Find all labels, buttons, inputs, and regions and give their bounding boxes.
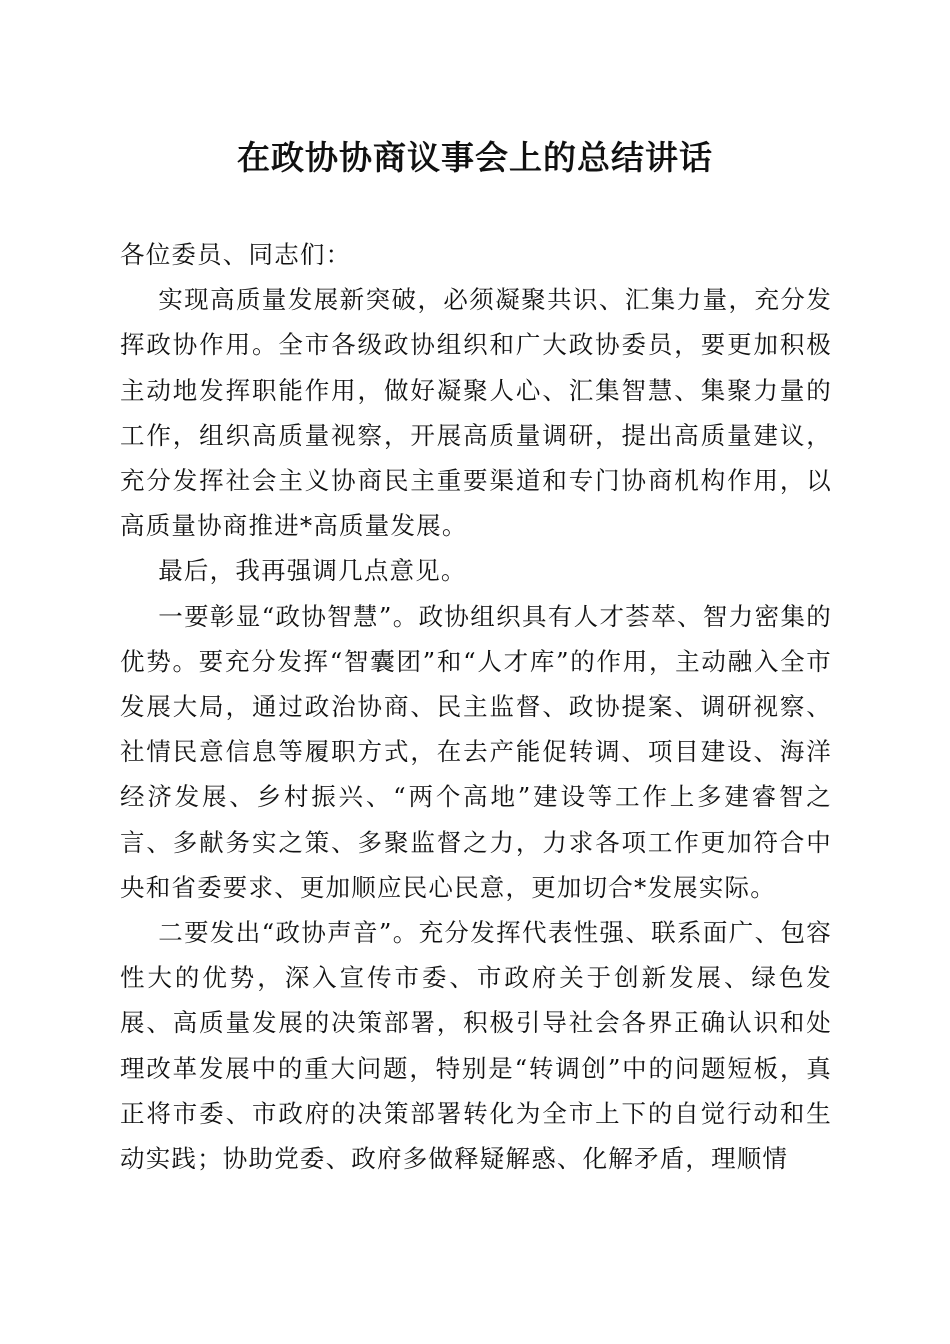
paragraph-4: 二要发出“政协声音”。充分发挥代表性强、联系面广、包容性大的优势，深入宣传市委、市政府关于创新发展、绿色发展、高质量发展的决策部署，积极引导社会各界正确认识和处理改革发展中的重大问题，特别是“转调创”中的问题短板，真正将市委、市政府的决策部署转化为全市上下的自觉行动和生动实践；协助党委、政府多做释疑解惑、化解矛盾，理顺情 — [120, 918, 832, 1174]
paragraph-2: 最后，我再强调几点意见。 — [158, 556, 467, 586]
document-title: 在政协协商议事会上的总结讲话 — [237, 138, 713, 177]
paragraph-1: 实现高质量发展新突破，必须凝聚共识、汇集力量，充分发挥政协作用。全市各级政协组织和广大政协委员，要更加积极主动地发挥职能作用，做好凝聚人心、汇集智慧、集聚力量的工作，组织高质量视察，开展高质量调研，提出高质量建议，充分发挥社会主义协商民主重要渠道和专门协商机构作用，以高质量协商推进*高质量发展。 — [120, 285, 832, 541]
salutation: 各位委员、同志们： — [120, 240, 352, 269]
paragraph-3: 一要彰显“政协智慧”。政协组织具有人才荟萃、智力密集的优势。要充分发挥“智囊团”和“人才库”的作用，主动融入全市发展大局，通过政治协商、民主监督、政协提案、调研视察、社情民意信息等履职方式，在去产能促转调、项目建设、海洋经济发展、乡村振兴、“两个高地”建设等工作上多建睿智之言、多献务实之策、多聚监督之力，力求各项工作更加符合中央和省委要求、更加顺应民心民意，更加切合*发展实际。 — [120, 601, 832, 902]
document-body — [120, 232, 832, 1181]
